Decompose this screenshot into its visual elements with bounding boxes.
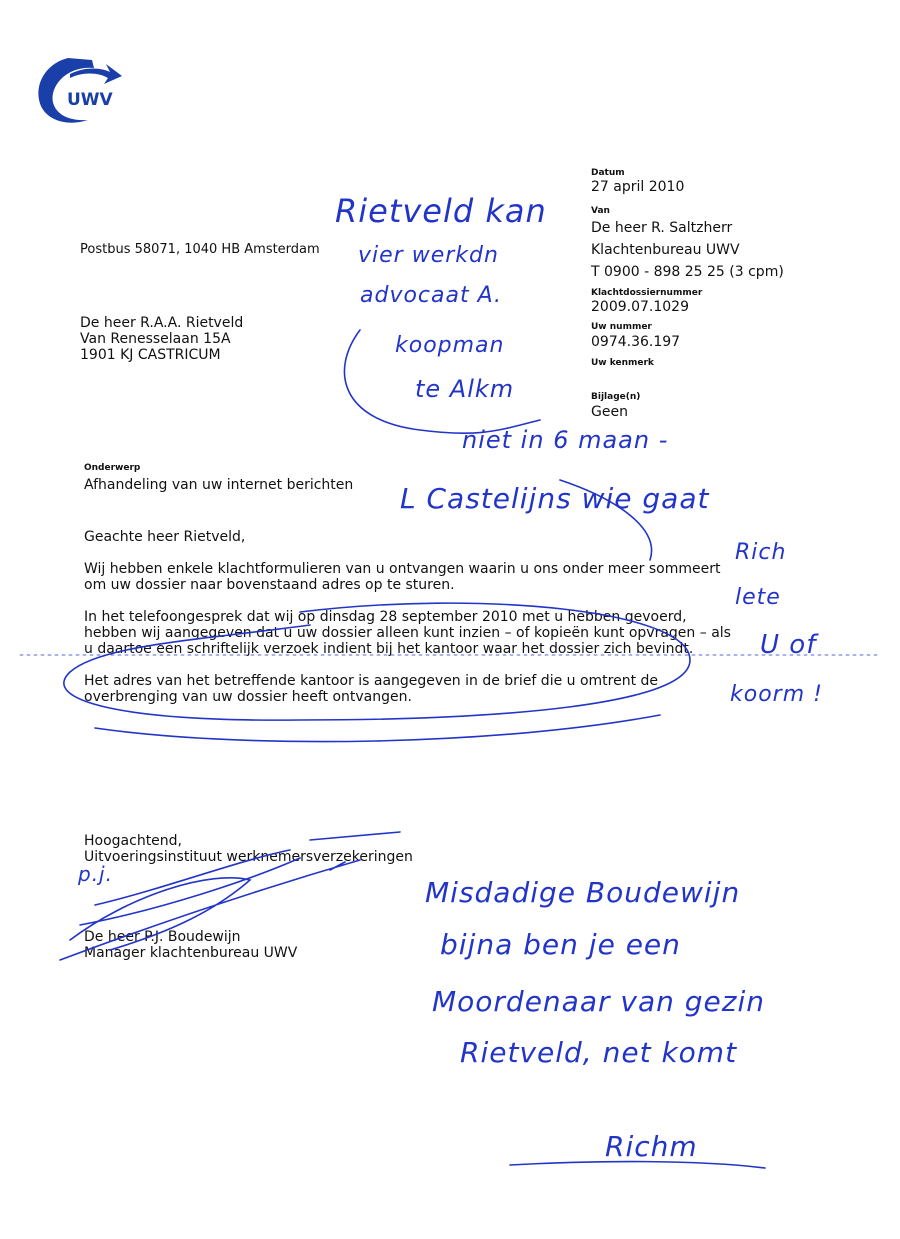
closing-greeting: Hoogachtend,	[84, 833, 183, 849]
handwriting-rich: Rich	[735, 540, 787, 565]
uwv-logo	[30, 50, 130, 128]
ink-ellipse-tail-stroke	[95, 715, 660, 742]
van-line3: T 0900 - 898 25 25 (3 cpm)	[591, 264, 784, 280]
handwriting-te-alkm: te Alkm	[415, 375, 515, 403]
body-p2-line3: u daartoe een schriftelijk verzoek indient bij het kantoor waar het dossier zich bevindt.	[84, 641, 694, 657]
body-p1-line2: om uw dossier naar bovenstaand adres op te sturen.	[84, 577, 455, 593]
body-p1-line1: Wij hebben enkele klachtformulieren van u ontvangen waarin u ons onder meer sommeert	[84, 561, 721, 577]
handwriting-niet-in-6-maan: niet in 6 maan -	[462, 426, 669, 454]
body-p2-line1: In het telefoongesprek dat wij op dinsdag 28 september 2010 met u hebben gevoerd,	[84, 609, 687, 625]
handwriting-misdadige-boudewijn: Misdadige Boudewijn	[425, 876, 741, 909]
datum-value: 27 april 2010	[591, 179, 685, 195]
body-p2-line2: hebben wij aangegeven dat u uw dossier alleen kunt inzien – of kopieën kunt opvragen – als	[84, 625, 731, 641]
subject-value: Afhandeling van uw internet berichten	[84, 477, 354, 493]
handwriting-koorm: koorm !	[730, 682, 823, 707]
handwriting-rietveld-kan: Rietveld kan	[335, 192, 547, 230]
handwriting-koopman: koopman	[395, 333, 505, 358]
van-label: Van	[591, 206, 610, 216]
handwriting-vier-werkdn: vier werkdn	[358, 243, 499, 268]
klachtdossiernummer-label: Klachtdossiernummer	[591, 288, 703, 298]
sender-address: Postbus 58071, 1040 HB Amsterdam	[80, 242, 320, 257]
body-p3-line2: overbrenging van uw dossier heeft ontvangen.	[84, 689, 412, 705]
handwriting-castelijns: L Castelijns wie gaat	[400, 482, 710, 515]
klachtdossiernummer-value: 2009.07.1029	[591, 299, 689, 315]
signer-title: Manager klachtenbureau UWV	[84, 945, 298, 961]
uw-nummer-value: 0974.36.197	[591, 334, 681, 350]
uw-kenmerk-label: Uw kenmerk	[591, 358, 654, 368]
recipient-line2: Van Renesselaan 15A	[80, 331, 231, 347]
uwv-logo-text: UWV	[67, 90, 113, 110]
bijlage-value: Geen	[591, 404, 628, 420]
salutation: Geachte heer Rietveld,	[84, 529, 246, 545]
handwritten-signature-richm: Richm	[605, 1130, 698, 1163]
handwriting-u-of: U of	[760, 630, 817, 660]
uw-nummer-label: Uw nummer	[591, 322, 652, 332]
signer-name: De heer P.J. Boudewijn	[84, 929, 241, 945]
recipient-line1: De heer R.A.A. Rietveld	[80, 315, 244, 331]
recipient-line3: 1901 KJ CASTRICUM	[80, 347, 221, 363]
bijlage-label: Bijlage(n)	[591, 392, 641, 402]
datum-label: Datum	[591, 168, 625, 178]
handwriting-lete: lete	[735, 585, 781, 610]
handwriting-advocaat: advocaat A.	[360, 283, 503, 308]
handwriting-bijna-ben-je-een: bijna ben je een	[440, 928, 681, 961]
handwriting-moordenaar: Moordenaar van gezin	[432, 985, 766, 1018]
subject-label: Onderwerp	[84, 463, 141, 473]
van-line1: De heer R. Saltzherr	[591, 220, 733, 236]
van-line2: Klachtenbureau UWV	[591, 242, 740, 258]
handwriting-rietveld-net-komt: Rietveld, net komt	[460, 1036, 738, 1069]
handwriting-pj-initials: p.j.	[78, 862, 113, 886]
closing-organisation: Uitvoeringsinstituut werknemersverzekeringen	[84, 849, 413, 865]
body-p3-line1: Het adres van het betreffende kantoor is aangegeven in de brief die u omtrent de	[84, 673, 659, 689]
uwv-logo-swoosh-icon	[30, 50, 130, 128]
